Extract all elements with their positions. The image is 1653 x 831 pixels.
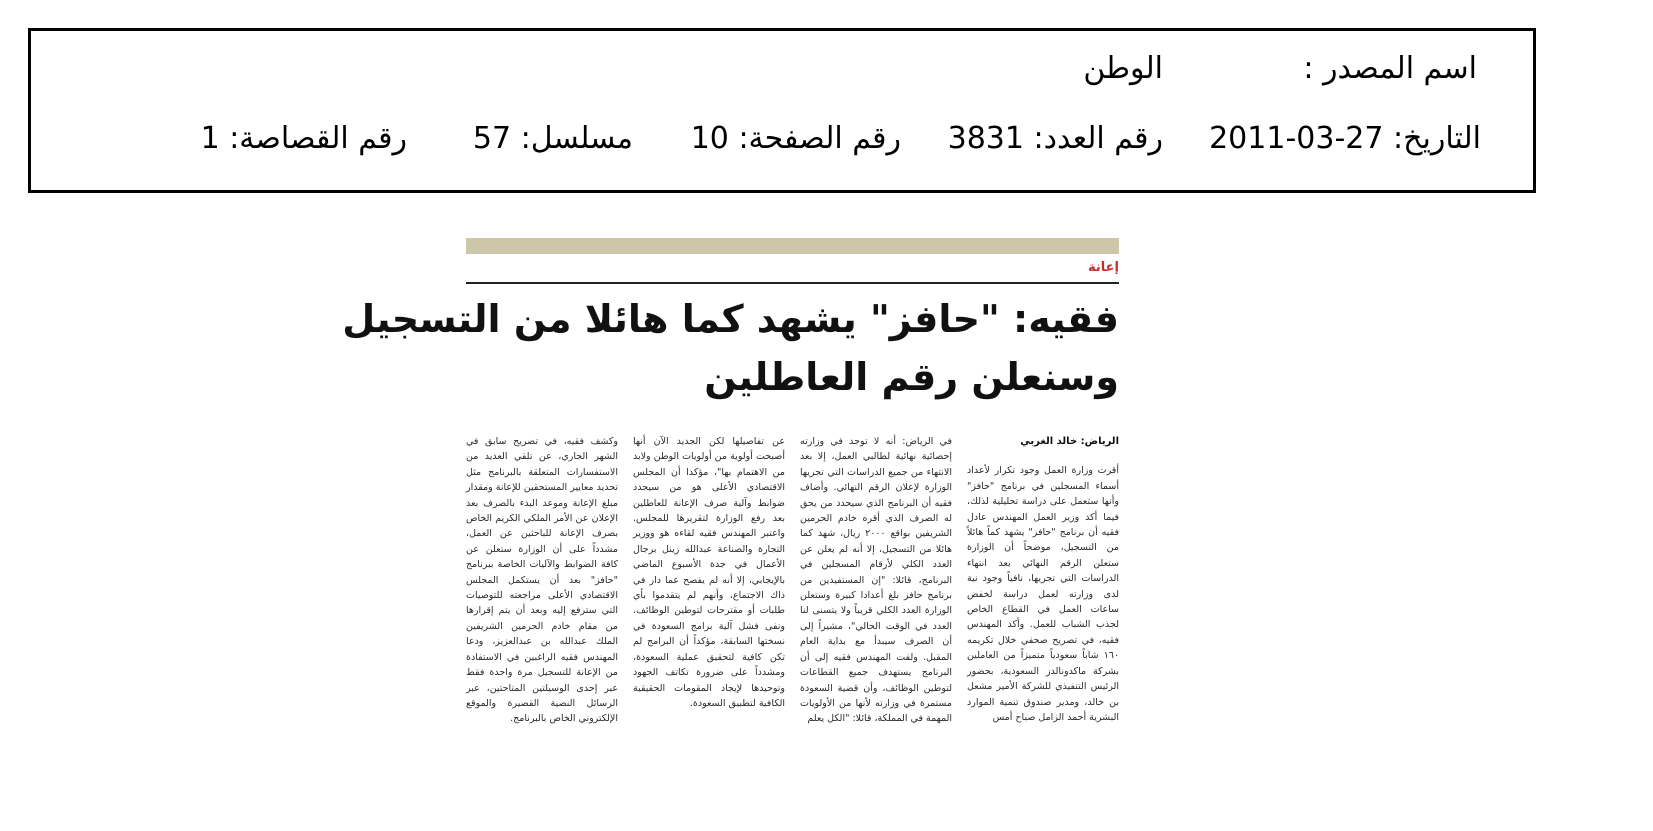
clip-number: رقم القصاصة: 1 <box>200 121 407 156</box>
article-headline <box>342 290 1119 406</box>
issue-number: رقم العدد: 3831 <box>947 121 1163 156</box>
page-number: رقم الصفحة: 10 <box>690 121 901 156</box>
source-value: الوطن <box>1083 51 1163 86</box>
section-divider <box>466 282 1119 284</box>
article-byline: الرياض: خالد الغربي <box>1020 436 1119 447</box>
date-field: التاريخ: 27-03-2011 <box>1209 121 1481 156</box>
article-column-3: عن تفاصيلها لكن الجديد الآن أنها أصبحت أولوية من أولويات الوطن ولابد من الاهتمام بها"، مؤكدا أن المجلس الاقتصادي الأعلى هو من سيحدد ضوابط وآلية صرف الإعانة للعاطلين بعد رفع الوزارة لتقريرها للمجلس. واعتبر المهندس فقيه لقاءه هو ووزير التجارة والصناعة عبدالله زينل برجال الأعمال في جدة الأسبوع الماضي بالإيجابي، إلا أنه لم يفصح عما دار في ذاك الاجتماع، وأنهم لم يتقدموا بأي طلبات أو مقترحات لتوطين الوظائف. ونفى فشل آلية برامج السعودة في نسختها السابقة، مؤكداً أن البرامج لم تكن كافية لتحقيق عملية السعودة، ومشدداً على ضرورة تكاتف الجهود وتوحيدها لإيجاد المقومات الحقيقية الكافية لتطبيق السعودة. <box>633 436 785 709</box>
headline-line-1: فقيه: "حافز" يشهد كما هائلا من التسجيل <box>342 297 1119 341</box>
newspaper-clipping <box>342 238 1119 748</box>
clipping-top-bar <box>466 238 1119 254</box>
article-column-2: في الرياض: أنه لا توجد في وزارته إحصائية نهائية لطالبي العمل، إلا بعد الانتهاء من جميع الدراسات التي تجريها الوزارة لإعلان الرقم النهائي. وأضاف فقيه أن البرنامج الذي سيحدد من يحق له الصرف الذي أقره خادم الحرمين الشريفين بواقع ٢٠٠٠ ريال، شهد كما هائلا من التسجيل، إلا أنه لم يعلن عن العدد الكلي لأرقام المسجلين في البرنامج، قائلا: "إن المستفيدين من برنامج حافز بلغ أعدادا كبيرة وستعلن الوزارة العدد الكلي قريباً ولا يتسنى لنا العدد في الوقت الحالي"، مشيراً إلى أن الصرف سيبدأ مع بداية العام المقبل. ولفت المهندس فقيه إلى أن البرنامج يستهدف جميع القطاعات لتوطين الوظائف، وأن قضية السعودة مستمرة في وزارته لأنها من الأولويات المهمة في المملكة، قائلا: "الكل يعلم <box>800 436 952 725</box>
article-column-4: وكشف فقيه، في تصريح سابق في الشهر الجاري، عن تلقي العديد من الاستفسارات المتعلقة بالبرنامج مثل تحديد معايير المستحقين للإعانة ومقدار مبلغ الإعانة وموعد البدء بالصرف بعد الإعلان عن الأمر الملكي الكريم الخاص بصرف الإعانة للباحثين عن العمل، مشدداً على أن الوزارة ستعلن عن كافة الضوابط والآليات الخاصة ببرنامج "حافز" بعد أن يستكمل المجلس الاقتصادي الأعلى مراجعته للتوصيات التي سترفع إليه وبعد أن يتم إقرارها من مقام خادم الحرمين الشريفين الملك عبدالله بن عبدالعزيز، ودعا المهندس فقيه الراغبين في الاستفادة من الإعانة للتسجيل مرة واحدة فقط عبر إحدى الوسيلتين المتاحتين، عبر الرسائل النصية القصيرة والموقع الإلكتروني الخاص بالبرنامج. <box>466 436 618 725</box>
article-column-1 <box>967 434 1119 748</box>
source-label: اسم المصدر : <box>1303 51 1477 86</box>
headline-line-2: وسنعلن رقم العاطلين <box>704 355 1119 399</box>
clipping-header <box>28 28 1536 193</box>
section-label: إعانة <box>1088 260 1119 275</box>
serial-number: مسلسل: 57 <box>472 121 633 156</box>
column-1-text: أقرت وزارة العمل وجود تكرار لأعداد أسماء المسجلين في برنامج "حافز" وأنها ستعمل على دراسة تحليلية لذلك، فيما أكد وزير العمل المهندس عادل فقيه أن برنامج "حافز" يشهد كماً هائلاً من التسجيل، موضحاً أن الوزارة ستعلن الرقم النهائي بعد انتهاء الدراسات التي تجريها، نافياً وجود نية لدى وزارته لعمل دراسة لخفض ساعات العمل في القطاع الخاص لجذب الشباب للعمل. وأكد المهندس فقيه، في تصريح صحفي خلال تكريمه ١٦٠ شاباً سعودياً متميزاً من العاملين بشركة ماكدونالدز السعودية، بحضور الرئيس التنفيذي للشركة الأمير مشعل بن خالد، ومدير صندوق تنمية الموارد البشرية أحمد الزامل صباح أمس <box>967 465 1119 723</box>
article-body <box>466 434 1119 748</box>
